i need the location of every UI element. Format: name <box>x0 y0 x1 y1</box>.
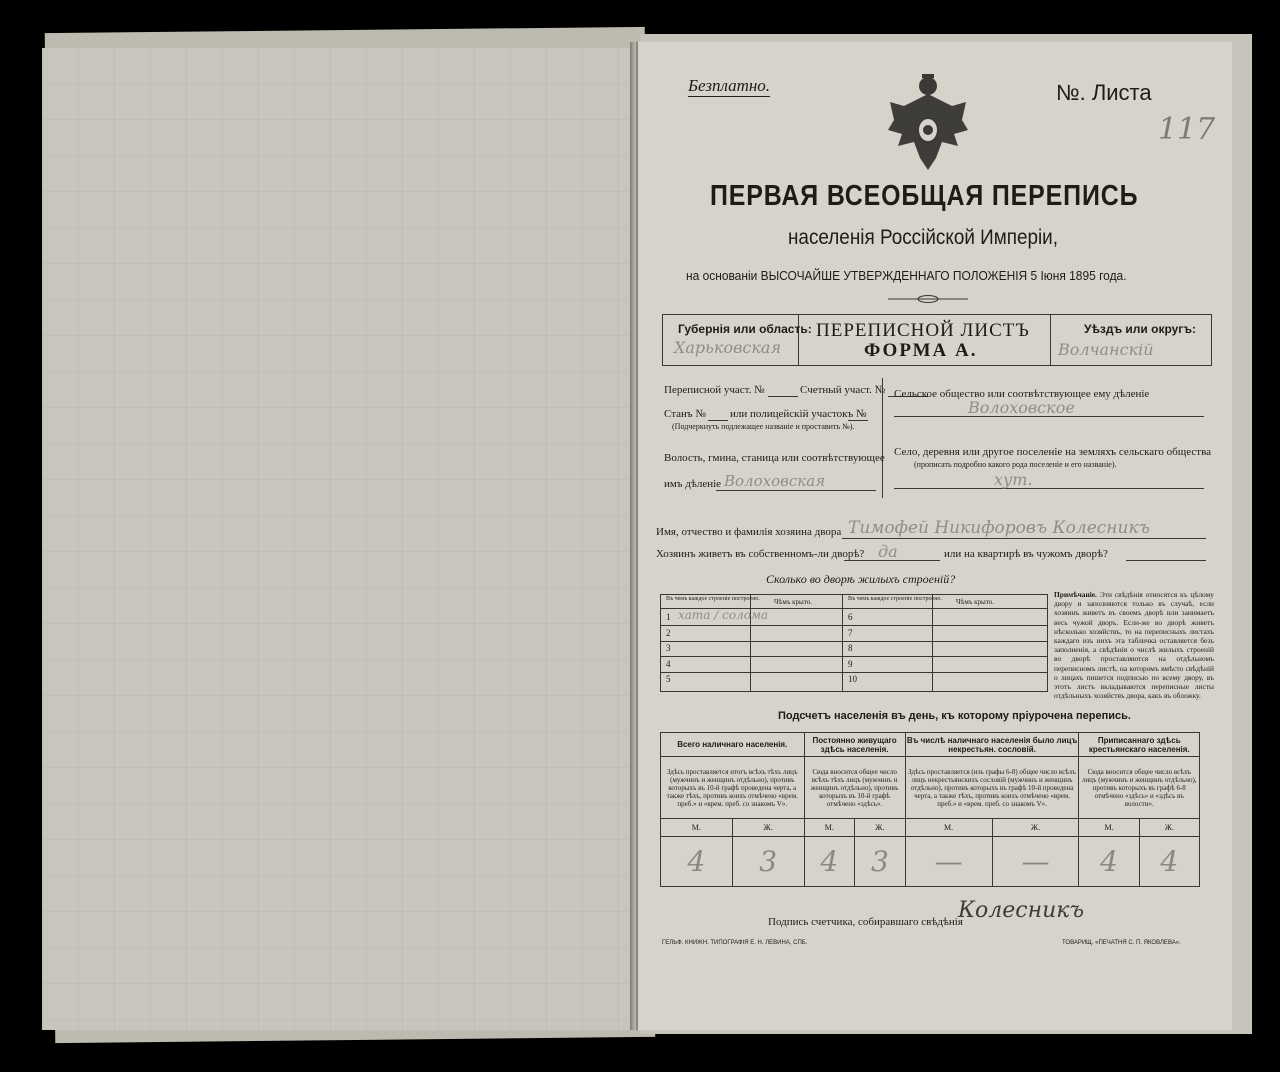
district-value: Волчанскій <box>1058 340 1154 359</box>
building-rows-left <box>666 610 671 688</box>
registered-male-value: 4 <box>1079 837 1139 887</box>
row-num: 10 <box>848 674 857 685</box>
form-subtitle: ФОРМА А. <box>864 340 978 361</box>
total-male-value: 4 <box>661 837 733 887</box>
volost-value: Волоховская <box>724 472 826 490</box>
census-main-title: ПЕРВАЯ ВСЕОБЩАЯ ПЕРЕПИСЬ <box>710 180 1139 212</box>
ornament-divider <box>888 294 968 304</box>
row-num: 1 <box>666 612 671 622</box>
f-header: Ж. <box>732 819 804 837</box>
note-text: Эти свѣдѣнія относятся къ цѣлому двору и заполняются только въ случаѣ, если хозяинъ живетъ въ своемъ дворѣ или занимаетъ весь чужой дворъ. Если-же во дворѣ живетъ нѣсколько хозяйствъ, то на переписныхъ листахъ каждаго изъ нихъ эта табличка оставляется безъ заполненія, а свѣдѣнія о числѣ жилыхъ строеній во дворѣ проставляются на отдѣльномъ переписномъ листѣ, на которомъ вмѣсто свѣдѣній о лицахъ пишется подписью по всему двору, въ этотъ листъ вкладываются переписные листы отдѣльныхъ хозяйствъ двора, какъ въ обложку. <box>1054 590 1214 701</box>
owner-lives-label: Хозяинъ живетъ въ собственномъ-ли дворѣ? <box>656 548 865 560</box>
underline-note: (Подчеркнуть подлежащее названіе и проставить №). <box>672 422 855 431</box>
village-label: Село, деревня или другое поселеніе на земляхъ сельскаго общества <box>894 446 1212 458</box>
row-num: 5 <box>666 674 671 685</box>
province-label: Губернія или область: <box>678 322 812 336</box>
village-value: хут. <box>994 470 1033 489</box>
f-header: Ж. <box>992 819 1079 837</box>
sum-col1-title: Всего наличнаго населенія. <box>677 740 788 749</box>
note-title: Примѣчаніе. <box>1054 590 1097 599</box>
registered-female-value: 4 <box>1139 837 1199 887</box>
row-num: 9 <box>848 658 853 669</box>
volost-label: Волость, гмина, станица или соотвѣтствующее <box>664 452 885 464</box>
sheet-number-label: №. Листа <box>1056 80 1152 105</box>
owner-lives-value: да <box>878 542 898 561</box>
m-header: М. <box>661 819 733 837</box>
stan-label: Станъ № <box>664 408 706 420</box>
col-roof-left: Чѣмъ крыто. <box>774 598 812 606</box>
province-value: Харьковская <box>674 338 782 357</box>
printer-left: ГЕЛЬФ. КНИЖН. ТИПОГРАФІЯ Е. Н. ЛЕВИНА, СПБ. <box>662 940 808 946</box>
signature-label: Подпись счетчика, собиравшаго свѣдѣнія <box>768 916 963 928</box>
district-label: Уѣздъ или округъ: <box>1084 322 1197 336</box>
permanent-female-value: 3 <box>855 837 906 887</box>
buildings-note <box>1054 590 1214 700</box>
nonpeasant-male-value: — <box>905 837 992 887</box>
sum-col3-desc: Здѣсь проставляется (изъ графы 6-8) общее число всѣхъ лицъ некрестьянскихъ сословій (мужчинъ и женщинъ отдѣльно), противъ которыхъ въ графѣ 10-й проведена черта, а также тѣхъ, противъ коихъ отмѣчено «врем. преб.» и «врем. преб. со знакомъ V». <box>908 767 1076 808</box>
volost-label-2: имъ дѣленіе <box>664 478 722 490</box>
owner-rent-label: или на квартирѣ въ чужомъ дворѣ? <box>944 548 1108 560</box>
f-header: Ж. <box>1139 819 1199 837</box>
col-material-right: Въ чемъ каждое строеніе построено. <box>848 596 942 602</box>
sum-col4-title: Приписаннаго здѣсь крестьянскаго населенія. <box>1088 735 1190 754</box>
row-num: 7 <box>848 627 853 638</box>
society-value: Волоховское <box>968 398 1075 417</box>
census-area-label: Переписной участ. № <box>664 384 765 396</box>
row-num: 4 <box>666 658 671 669</box>
first-building-value: хата / солома <box>678 608 769 622</box>
row-num: 3 <box>666 643 671 654</box>
row-num: 6 <box>848 612 853 622</box>
sheet-number-value: 117 <box>1158 112 1216 147</box>
village-note: (прописать подробно какого рода поселеніе и его названіе). <box>914 460 1117 469</box>
printer-right: ТОВАРИЩ. «ПЕЧАТНЯ С. П. ЯКОВЛЕВА». <box>1062 940 1181 946</box>
owner-name-label: Имя, отчество и фамилія хозяина двора <box>656 526 842 538</box>
m-header: М. <box>905 819 992 837</box>
summary-heading: Подсчетъ населенія въ день, къ которому пріурочена перепись. <box>778 710 1131 722</box>
census-form-page <box>636 42 1232 1030</box>
sum-col2-desc: Сюда вносится общее число всѣхъ тѣхъ лицъ (мужчинъ и женщинъ отдѣльно), противъ которыхъ въ 10-й графѣ отмѣчено «здѣсь». <box>810 767 899 808</box>
census-basis: на основаніи ВЫСОЧАЙШЕ УТВЕРЖДЕННАГО ПОЛОЖЕНІЯ 5 Іюня 1895 года. <box>686 268 1127 283</box>
sum-col1-desc: Здѣсь проставляется итогъ всѣхъ тѣхъ лицъ (мужчинъ и женщинъ отдѣльно), противъ которыхъ въ 10-й графѣ проведена черта, а также тѣхъ, противъ коихъ отмѣчено «врем. преб.» и «врем. преб. со знакомъ V». <box>666 767 798 808</box>
building-rows-right <box>848 610 857 688</box>
society-label: Сельское общество или соотвѣтствующее ему дѣленіе <box>894 388 1150 400</box>
nonpeasant-female-value: — <box>992 837 1079 887</box>
f-header: Ж. <box>855 819 906 837</box>
col-roof-right: Чѣмъ крыто. <box>956 598 994 606</box>
permanent-male-value: 4 <box>804 837 855 887</box>
col-material-left: Въ чемъ каждое строеніе построено. <box>666 596 760 602</box>
sum-col3-title: Въ числѣ наличнаго населенія было лицъ некрестьян. сословій. <box>906 735 1078 754</box>
buildings-heading: Сколько во дворѣ жилыхъ строеній? <box>766 572 956 586</box>
left-blank-page <box>42 48 638 1030</box>
total-female-value: 3 <box>732 837 804 887</box>
signature-value: Колесникъ <box>958 898 1085 923</box>
count-area-label: Счетный участ. № <box>800 384 886 396</box>
police-area-label: или полицейскій участокъ № <box>730 408 867 420</box>
census-subtitle: населенія Россійской Имперіи, <box>788 226 1058 249</box>
form-title: ПЕРЕПИСНОЙ ЛИСТЪ <box>816 320 1030 341</box>
row-num: 8 <box>848 643 853 654</box>
population-summary-table <box>660 732 1200 887</box>
sum-col4-desc: Сюда вносится общее число всѣхъ лицъ (мужчинъ и женщинъ отдѣльно), противъ которыхъ въ графѣ 6-8 отмѣчено «здѣсь» и «здѣсь въ волости». <box>1081 767 1197 808</box>
free-label: Безплатно. <box>688 76 771 95</box>
sum-col2-title: Постоянно живущаго здѣсь населенія. <box>812 735 897 754</box>
owner-name-value: Тимофей Никифоровъ Колесникъ <box>848 518 1150 538</box>
m-header: М. <box>1079 819 1139 837</box>
row-num: 2 <box>666 627 671 638</box>
imperial-eagle-emblem <box>886 70 970 178</box>
m-header: М. <box>804 819 855 837</box>
